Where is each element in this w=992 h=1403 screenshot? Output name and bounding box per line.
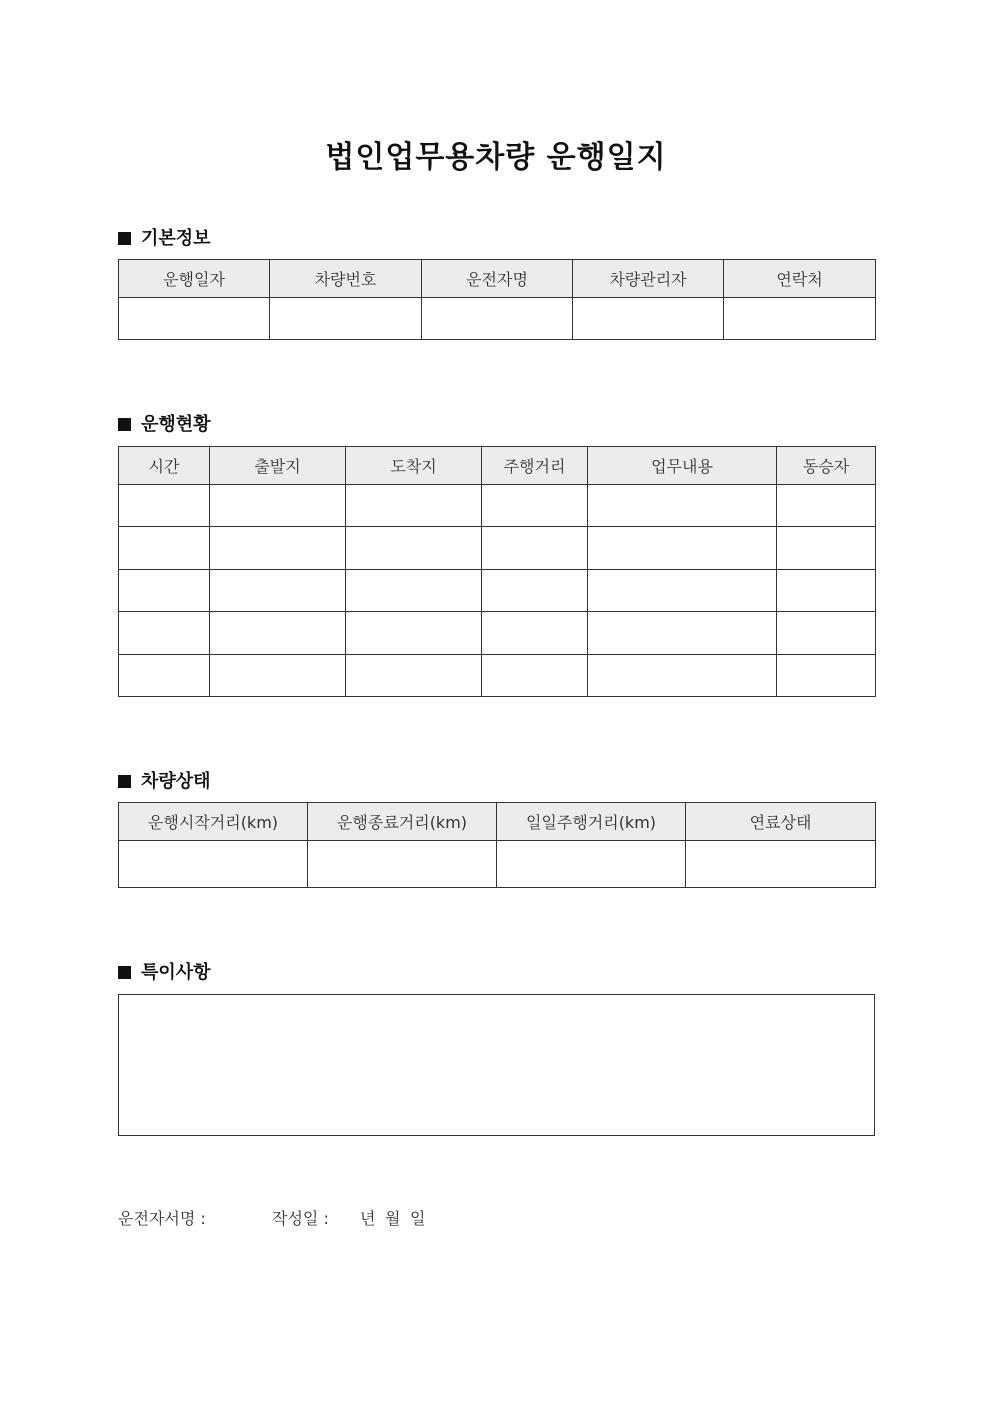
section-notes-title: 특이사항	[141, 962, 211, 983]
header-cell: 업무내용	[588, 447, 777, 485]
header-cell: 주행거리	[482, 447, 588, 485]
input-cell[interactable]	[210, 655, 346, 697]
input-cell[interactable]	[588, 485, 777, 527]
header-cell: 동승자	[777, 447, 876, 485]
square-bullet-icon	[118, 966, 131, 979]
day-label: 일	[410, 1209, 426, 1228]
input-cell[interactable]	[686, 841, 876, 888]
input-cell[interactable]	[210, 612, 346, 655]
header-cell: 차량번호	[270, 260, 422, 298]
input-cell[interactable]	[119, 841, 308, 888]
input-cell[interactable]	[119, 655, 210, 697]
header-cell: 출발지	[210, 447, 346, 485]
input-cell[interactable]	[777, 612, 876, 655]
table-row	[119, 570, 876, 612]
table-row	[119, 841, 876, 888]
header-cell: 연락처	[724, 260, 876, 298]
input-cell[interactable]	[588, 612, 777, 655]
section-operation-title: 운행현황	[141, 414, 211, 435]
input-cell[interactable]	[482, 655, 588, 697]
vehicle-status-table	[118, 802, 876, 888]
driver-signature-label: 운전자서명 :	[118, 1209, 206, 1228]
section-operation-heading	[118, 410, 211, 436]
header-cell: 운행일자	[119, 260, 270, 298]
input-cell[interactable]	[210, 570, 346, 612]
input-cell[interactable]	[588, 527, 777, 570]
input-cell[interactable]	[346, 570, 482, 612]
date-label: 작성일 :	[272, 1209, 329, 1228]
month-label: 월	[385, 1209, 401, 1228]
input-cell[interactable]	[482, 570, 588, 612]
page-title: 법인업무용차량 운행일지	[325, 140, 667, 175]
header-cell: 일일주행거리(km)	[497, 803, 686, 841]
header-cell: 운행시작거리(km)	[119, 803, 308, 841]
header-cell: 연료상태	[686, 803, 876, 841]
input-cell[interactable]	[777, 570, 876, 612]
input-cell[interactable]	[119, 485, 210, 527]
header-cell: 차량관리자	[573, 260, 724, 298]
input-cell[interactable]	[777, 655, 876, 697]
section-basic-title: 기본정보	[141, 228, 211, 249]
square-bullet-icon	[118, 775, 131, 788]
section-basic-heading	[118, 224, 211, 250]
table-row	[119, 298, 876, 340]
input-cell[interactable]	[346, 527, 482, 570]
input-cell[interactable]	[482, 485, 588, 527]
input-cell[interactable]	[482, 527, 588, 570]
section-vehicle-title: 차량상태	[141, 771, 211, 792]
input-cell[interactable]	[588, 655, 777, 697]
header-cell: 운전자명	[422, 260, 573, 298]
input-cell[interactable]	[497, 841, 686, 888]
input-cell[interactable]	[573, 298, 724, 340]
header-cell: 시간	[119, 447, 210, 485]
input-cell[interactable]	[482, 612, 588, 655]
input-cell[interactable]	[119, 612, 210, 655]
section-vehicle-heading	[118, 767, 211, 793]
section-notes-heading	[118, 958, 211, 984]
input-cell[interactable]	[346, 485, 482, 527]
table-row	[119, 485, 876, 527]
input-cell[interactable]	[270, 298, 422, 340]
table-row	[119, 655, 876, 697]
notes-box[interactable]	[118, 994, 875, 1136]
input-cell[interactable]	[119, 527, 210, 570]
input-cell[interactable]	[588, 570, 777, 612]
square-bullet-icon	[118, 418, 131, 431]
input-cell[interactable]	[777, 485, 876, 527]
table-row	[119, 612, 876, 655]
input-cell[interactable]	[346, 655, 482, 697]
operation-table	[118, 446, 876, 697]
basic-info-table	[118, 259, 876, 340]
input-cell[interactable]	[346, 612, 482, 655]
square-bullet-icon	[118, 232, 131, 245]
input-cell[interactable]	[422, 298, 573, 340]
input-cell[interactable]	[308, 841, 497, 888]
input-cell[interactable]	[777, 527, 876, 570]
input-cell[interactable]	[210, 485, 346, 527]
year-label: 년	[360, 1209, 376, 1228]
input-cell[interactable]	[724, 298, 876, 340]
header-cell: 도착지	[346, 447, 482, 485]
header-cell: 운행종료거리(km)	[308, 803, 497, 841]
input-cell[interactable]	[119, 298, 270, 340]
table-row	[119, 527, 876, 570]
input-cell[interactable]	[210, 527, 346, 570]
input-cell[interactable]	[119, 570, 210, 612]
